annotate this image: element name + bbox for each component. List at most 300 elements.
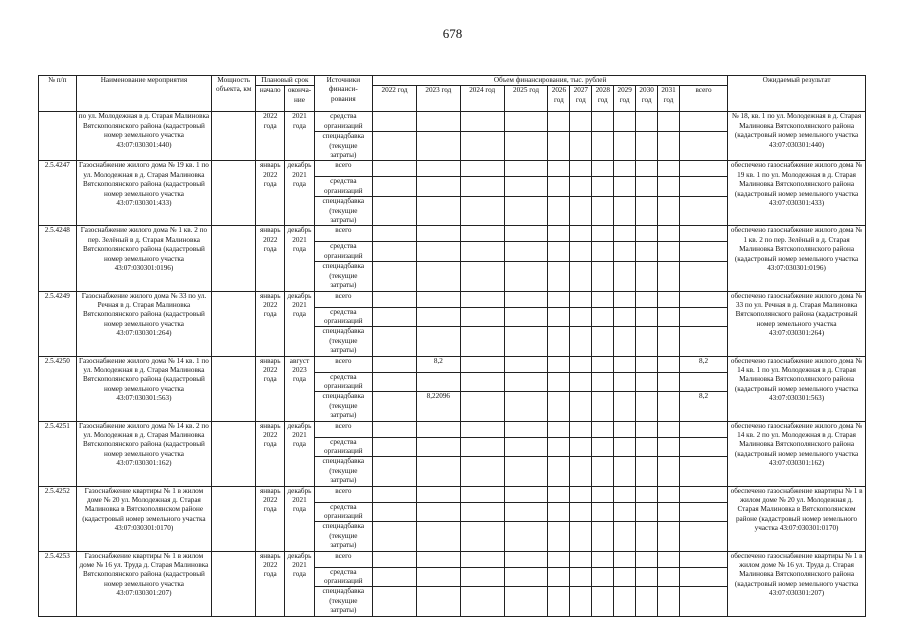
amount-cell bbox=[570, 112, 592, 132]
funding-source: спецнадбавка (текущие затраты) bbox=[314, 132, 372, 161]
amount-cell bbox=[504, 372, 548, 392]
amount-cell bbox=[548, 197, 570, 226]
table-row bbox=[39, 226, 866, 242]
amount-cell bbox=[658, 197, 680, 226]
end-date: декабрь 2021 года bbox=[285, 291, 314, 356]
amount-cell bbox=[614, 132, 636, 161]
amount-cell bbox=[658, 112, 680, 132]
amount-cell bbox=[373, 437, 417, 457]
amount-cell bbox=[592, 242, 614, 262]
amount-cell bbox=[658, 356, 680, 372]
amount-cell bbox=[614, 262, 636, 291]
amount-cell bbox=[548, 307, 570, 327]
amount-cell bbox=[460, 421, 504, 437]
amount-cell bbox=[504, 226, 548, 242]
amount-cell bbox=[460, 486, 504, 502]
amount-cell bbox=[679, 327, 727, 356]
power-cell bbox=[212, 112, 256, 161]
amount-cell bbox=[679, 132, 727, 161]
amount-cell bbox=[570, 197, 592, 226]
amount-cell bbox=[614, 161, 636, 177]
amount-cell bbox=[636, 226, 658, 242]
activity-name: Газоснабжение квартиры № 1 в жилом доме № 16 ул. Труда д. Старая Малиновка Вятскополянского района (кадастровый номер земельного участка 43:07:030301:207) bbox=[76, 551, 212, 616]
amount-cell bbox=[548, 551, 570, 567]
funding-source: всего bbox=[314, 486, 372, 502]
amount-cell bbox=[570, 486, 592, 502]
power-cell bbox=[212, 486, 256, 551]
amount-cell bbox=[548, 437, 570, 457]
amount-cell bbox=[373, 226, 417, 242]
amount-cell bbox=[548, 502, 570, 522]
amount-cell bbox=[614, 197, 636, 226]
amount-cell bbox=[373, 522, 417, 551]
amount-cell bbox=[504, 112, 548, 132]
amount-cell bbox=[679, 226, 727, 242]
amount-cell bbox=[416, 262, 460, 291]
header-start: начало bbox=[256, 86, 285, 112]
amount-cell bbox=[373, 392, 417, 421]
amount-cell bbox=[460, 567, 504, 587]
amount-cell bbox=[373, 161, 417, 177]
funding-source: средства организаций bbox=[314, 307, 372, 327]
amount-cell bbox=[592, 522, 614, 551]
amount-cell bbox=[460, 112, 504, 132]
amount-cell bbox=[614, 356, 636, 372]
amount-cell bbox=[658, 421, 680, 437]
row-number: 2.5.4250 bbox=[39, 356, 77, 421]
amount-cell bbox=[373, 112, 417, 132]
amount-cell bbox=[570, 457, 592, 486]
amount-cell bbox=[460, 587, 504, 616]
amount-cell bbox=[592, 226, 614, 242]
amount-cell bbox=[636, 307, 658, 327]
end-date: декабрь 2021 года bbox=[285, 486, 314, 551]
amount-cell bbox=[504, 132, 548, 161]
amount-cell bbox=[548, 161, 570, 177]
amount-cell bbox=[504, 392, 548, 421]
amount-cell bbox=[504, 327, 548, 356]
amount-cell bbox=[373, 177, 417, 197]
amount-cell bbox=[636, 132, 658, 161]
funding-source: средства организаций bbox=[314, 437, 372, 457]
header-source: Источники финанси-рования bbox=[314, 76, 372, 112]
amount-cell bbox=[636, 486, 658, 502]
amount-cell bbox=[570, 242, 592, 262]
expected-result: обеспечено газоснабжение квартиры № 1 в жилом доме № 20 ул. Молодежная д. Старая Малиновка в Вятскополянском районе (кадастровый номер земельного участка 43:07:030301:0170) bbox=[728, 486, 866, 551]
expected-result: № 18, кв. 1 по ул. Молодежная в д. Старая Малиновка Вятскополянского района (кадастровый номер земельного участка 43:07:030301:440) bbox=[728, 112, 866, 161]
amount-cell bbox=[373, 132, 417, 161]
amount-cell bbox=[636, 177, 658, 197]
amount-cell: 8,2 bbox=[416, 356, 460, 372]
funding-source: средства организаций bbox=[314, 177, 372, 197]
amount-cell bbox=[679, 421, 727, 437]
table-row bbox=[39, 356, 866, 372]
amount-cell bbox=[504, 437, 548, 457]
row-number: 2.5.4252 bbox=[39, 486, 77, 551]
amount-cell bbox=[416, 372, 460, 392]
funding-source: спецнадбавка (текущие затраты) bbox=[314, 457, 372, 486]
amount-cell bbox=[570, 437, 592, 457]
amount-cell bbox=[679, 567, 727, 587]
amount-cell bbox=[570, 522, 592, 551]
funding-source: средства организаций bbox=[314, 502, 372, 522]
amount-cell bbox=[460, 392, 504, 421]
start-date: январь 2022 года bbox=[256, 551, 285, 616]
expected-result: обеспечено газоснабжение жилого дома № 14 кв. 1 по ул. Молодежная в д. Старая Малиновка Вятскополянского района (кадастровый номер земельного участка 43:07:030301:563) bbox=[728, 356, 866, 421]
start-date: январь 2022 года bbox=[256, 486, 285, 551]
amount-cell bbox=[460, 242, 504, 262]
amount-cell bbox=[592, 161, 614, 177]
amount-cell bbox=[658, 307, 680, 327]
amount-cell bbox=[460, 226, 504, 242]
amount-cell bbox=[460, 437, 504, 457]
amount-cell bbox=[460, 291, 504, 307]
amount-cell bbox=[636, 291, 658, 307]
start-date: январь 2022 года bbox=[256, 356, 285, 421]
amount-cell bbox=[570, 177, 592, 197]
amount-cell bbox=[658, 226, 680, 242]
funding-source: спецнадбавка (текущие затраты) bbox=[314, 522, 372, 551]
amount-cell bbox=[614, 226, 636, 242]
amount-cell bbox=[658, 291, 680, 307]
amount-cell bbox=[592, 291, 614, 307]
amount-cell bbox=[416, 161, 460, 177]
amount-cell bbox=[504, 177, 548, 197]
funding-source: спецнадбавка (текущие затраты) bbox=[314, 392, 372, 421]
end-date: декабрь 2021 года bbox=[285, 161, 314, 226]
row-number bbox=[39, 112, 77, 161]
amount-cell bbox=[548, 242, 570, 262]
amount-cell bbox=[373, 587, 417, 616]
table-row bbox=[39, 161, 866, 177]
amount-cell bbox=[373, 197, 417, 226]
header-volume: Объем финансирования, тыс. рублей bbox=[373, 76, 728, 86]
row-number: 2.5.4253 bbox=[39, 551, 77, 616]
funding-source: всего bbox=[314, 551, 372, 567]
amount-cell bbox=[373, 307, 417, 327]
power-cell bbox=[212, 161, 256, 226]
header-year: 2026 год bbox=[548, 86, 570, 112]
amount-cell bbox=[504, 197, 548, 226]
amount-cell bbox=[548, 112, 570, 132]
amount-cell bbox=[658, 567, 680, 587]
amount-cell bbox=[636, 502, 658, 522]
amount-cell bbox=[614, 437, 636, 457]
amount-cell bbox=[658, 437, 680, 457]
amount-cell: 8,2 bbox=[679, 392, 727, 421]
amount-cell bbox=[614, 392, 636, 421]
start-date: январь 2022 года bbox=[256, 226, 285, 291]
end-date: декабрь 2021 года bbox=[285, 226, 314, 291]
amount-cell bbox=[592, 262, 614, 291]
amount-cell bbox=[373, 457, 417, 486]
amount-cell bbox=[460, 522, 504, 551]
expected-result: обеспечено газоснабжение жилого дома № 19 кв. 1 по ул. Молодежная в д. Старая Малиновка Вятскополянского района (кадастровый номер земельного участка 43:07:030301:433) bbox=[728, 161, 866, 226]
amount-cell bbox=[416, 522, 460, 551]
amount-cell bbox=[548, 421, 570, 437]
amount-cell bbox=[548, 262, 570, 291]
amount-cell bbox=[416, 437, 460, 457]
start-date: январь 2022 года bbox=[256, 421, 285, 486]
header-year: 2027 год bbox=[570, 86, 592, 112]
amount-cell bbox=[592, 372, 614, 392]
header-year: 2023 год bbox=[416, 86, 460, 112]
end-date: август 2023 года bbox=[285, 356, 314, 421]
amount-cell bbox=[548, 457, 570, 486]
amount-cell bbox=[679, 242, 727, 262]
header-year: 2024 год bbox=[460, 86, 504, 112]
funding-source: средства организаций bbox=[314, 242, 372, 262]
header-name: Наименование мероприятия bbox=[76, 76, 212, 112]
amount-cell bbox=[460, 307, 504, 327]
amount-cell bbox=[460, 197, 504, 226]
funding-source: средства организаций bbox=[314, 567, 372, 587]
table-row bbox=[39, 551, 866, 567]
row-number: 2.5.4249 bbox=[39, 291, 77, 356]
amount-cell bbox=[592, 197, 614, 226]
amount-cell bbox=[416, 502, 460, 522]
amount-cell bbox=[658, 522, 680, 551]
activity-name: Газоснабжение жилого дома № 19 кв. 1 по ул. Молодежная в д. Старая Малиновка Вятскополянского района (кадастровый номер земельного участка 43:07:030301:433) bbox=[76, 161, 212, 226]
amount-cell bbox=[570, 327, 592, 356]
end-date: декабрь 2021 года bbox=[285, 421, 314, 486]
amount-cell bbox=[679, 307, 727, 327]
amount-cell bbox=[373, 567, 417, 587]
amount-cell bbox=[614, 567, 636, 587]
amount-cell bbox=[570, 372, 592, 392]
amount-cell bbox=[460, 132, 504, 161]
amount-cell bbox=[636, 522, 658, 551]
amount-cell bbox=[592, 457, 614, 486]
funding-source: всего bbox=[314, 291, 372, 307]
amount-cell bbox=[416, 421, 460, 437]
amount-cell bbox=[592, 486, 614, 502]
amount-cell bbox=[416, 307, 460, 327]
funding-source: спецнадбавка (текущие затраты) bbox=[314, 587, 372, 616]
amount-cell bbox=[658, 242, 680, 262]
amount-cell bbox=[658, 551, 680, 567]
amount-cell bbox=[570, 226, 592, 242]
amount-cell bbox=[636, 197, 658, 226]
amount-cell bbox=[548, 356, 570, 372]
header-year: 2030 год bbox=[636, 86, 658, 112]
power-cell bbox=[212, 356, 256, 421]
amount-cell bbox=[614, 522, 636, 551]
amount-cell bbox=[548, 567, 570, 587]
amount-cell bbox=[416, 587, 460, 616]
amount-cell bbox=[636, 551, 658, 567]
amount-cell bbox=[658, 262, 680, 291]
amount-cell bbox=[614, 307, 636, 327]
amount-cell bbox=[570, 132, 592, 161]
amount-cell bbox=[614, 421, 636, 437]
header-year: всего bbox=[679, 86, 727, 112]
amount-cell bbox=[548, 327, 570, 356]
amount-cell bbox=[592, 551, 614, 567]
funding-source: всего bbox=[314, 356, 372, 372]
amount-cell bbox=[658, 502, 680, 522]
amount-cell bbox=[636, 372, 658, 392]
amount-cell bbox=[504, 486, 548, 502]
amount-cell bbox=[658, 327, 680, 356]
amount-cell bbox=[548, 587, 570, 616]
amount-cell bbox=[373, 356, 417, 372]
header-plan-term: Плановый срок bbox=[256, 76, 314, 86]
amount-cell bbox=[548, 372, 570, 392]
header-year: 2031 год bbox=[658, 86, 680, 112]
funding-source: спецнадбавка (текущие затраты) bbox=[314, 262, 372, 291]
amount-cell bbox=[416, 567, 460, 587]
power-cell bbox=[212, 291, 256, 356]
amount-cell bbox=[658, 587, 680, 616]
amount-cell bbox=[416, 112, 460, 132]
amount-cell bbox=[614, 327, 636, 356]
header-year: 2025 год bbox=[504, 86, 548, 112]
amount-cell bbox=[416, 197, 460, 226]
amount-cell bbox=[614, 486, 636, 502]
page-number: 678 bbox=[442, 26, 463, 41]
amount-cell bbox=[636, 421, 658, 437]
funding-source: средства организаций bbox=[314, 112, 372, 132]
amount-cell: 8,2 bbox=[679, 356, 727, 372]
amount-cell bbox=[592, 177, 614, 197]
amount-cell bbox=[570, 307, 592, 327]
amount-cell bbox=[614, 112, 636, 132]
amount-cell bbox=[636, 356, 658, 372]
expected-result: обеспечено газоснабжение квартиры № 1 в жилом доме № 16 ул. Труда д. Старая Малиновка Вятскополянского района (кадастровый номер земельного участка 43:07:030301:207) bbox=[728, 551, 866, 616]
amount-cell bbox=[373, 262, 417, 291]
amount-cell bbox=[614, 177, 636, 197]
amount-cell bbox=[679, 177, 727, 197]
amount-cell bbox=[548, 226, 570, 242]
amount-cell bbox=[679, 161, 727, 177]
amount-cell bbox=[460, 502, 504, 522]
power-cell bbox=[212, 421, 256, 486]
funding-source: спецнадбавка (текущие затраты) bbox=[314, 197, 372, 226]
amount-cell bbox=[592, 392, 614, 421]
row-number: 2.5.4247 bbox=[39, 161, 77, 226]
amount-cell bbox=[636, 457, 658, 486]
table-row bbox=[39, 112, 866, 132]
amount-cell bbox=[636, 327, 658, 356]
amount-cell bbox=[679, 291, 727, 307]
table-row bbox=[39, 291, 866, 307]
amount-cell bbox=[679, 486, 727, 502]
amount-cell bbox=[679, 551, 727, 567]
amount-cell bbox=[679, 112, 727, 132]
amount-cell bbox=[679, 522, 727, 551]
amount-cell bbox=[504, 291, 548, 307]
amount-cell bbox=[416, 291, 460, 307]
amount-cell bbox=[614, 587, 636, 616]
amount-cell bbox=[636, 587, 658, 616]
funding-source: всего bbox=[314, 421, 372, 437]
amount-cell bbox=[636, 161, 658, 177]
header-num: № п/п bbox=[39, 76, 77, 112]
amount-cell bbox=[636, 262, 658, 291]
funding-source: спецнадбавка (текущие затраты) bbox=[314, 327, 372, 356]
amount-cell bbox=[373, 242, 417, 262]
funding-source: всего bbox=[314, 161, 372, 177]
amount-cell bbox=[504, 567, 548, 587]
amount-cell bbox=[636, 567, 658, 587]
funding-source: средства организаций bbox=[314, 372, 372, 392]
amount-cell bbox=[679, 372, 727, 392]
amount-cell bbox=[592, 502, 614, 522]
amount-cell bbox=[570, 502, 592, 522]
activity-name: Газоснабжение жилого дома № 14 кв. 1 по ул. Молодежная в д. Старая Малиновка Вятскополянского района (кадастровый номер земельного участка 43:07:030301:563) bbox=[76, 356, 212, 421]
row-number: 2.5.4248 bbox=[39, 226, 77, 291]
amount-cell bbox=[570, 567, 592, 587]
amount-cell bbox=[548, 392, 570, 421]
amount-cell bbox=[658, 177, 680, 197]
amount-cell bbox=[504, 262, 548, 291]
activity-name: по ул. Молодежная в д. Старая Малиновка Вятскополянского района (кадастровый номер земельного участка 43:07:030301:440) bbox=[76, 112, 212, 161]
expected-result: обеспечено газоснабжение жилого дома № 33 по ул. Речная в д. Старая Малиновка Вятскополянского района (кадастровый номер земельного участка 43:07:030301:264) bbox=[728, 291, 866, 356]
amount-cell bbox=[592, 132, 614, 161]
row-number: 2.5.4251 bbox=[39, 421, 77, 486]
funding-source: всего bbox=[314, 226, 372, 242]
amount-cell bbox=[592, 327, 614, 356]
power-cell bbox=[212, 551, 256, 616]
amount-cell bbox=[592, 587, 614, 616]
amount-cell bbox=[570, 421, 592, 437]
amount-cell bbox=[416, 486, 460, 502]
table-row bbox=[39, 486, 866, 502]
amount-cell bbox=[592, 567, 614, 587]
header-end: оконча-ние bbox=[285, 86, 314, 112]
amount-cell bbox=[679, 587, 727, 616]
amount-cell bbox=[679, 502, 727, 522]
end-date: декабрь 2021 года bbox=[285, 551, 314, 616]
amount-cell bbox=[460, 177, 504, 197]
amount-cell bbox=[416, 457, 460, 486]
amount-cell bbox=[460, 551, 504, 567]
amount-cell bbox=[614, 372, 636, 392]
activity-name: Газоснабжение жилого дома № 14 кв. 2 по ул. Молодежная в д. Старая Малиновка Вятскополянского района (кадастровый номер земельного участка 43:07:030301:162) bbox=[76, 421, 212, 486]
amount-cell bbox=[504, 356, 548, 372]
amount-cell bbox=[548, 522, 570, 551]
amount-cell bbox=[460, 327, 504, 356]
activity-name: Газоснабжение жилого дома № 33 по ул. Речная в д. Старая Малиновка Вятскополянского района (кадастровый номер земельного участка 43:07:030301:264) bbox=[76, 291, 212, 356]
amount-cell bbox=[504, 551, 548, 567]
amount-cell bbox=[636, 112, 658, 132]
header-year: 2022 год bbox=[373, 86, 417, 112]
expected-result: обеспечено газоснабжение жилого дома № 14 кв. 2 по ул. Молодежная в д. Старая Малиновка Вятскополянского района (кадастровый номер земельного участка 43:07:030301:162) bbox=[728, 421, 866, 486]
amount-cell bbox=[592, 307, 614, 327]
amount-cell bbox=[460, 372, 504, 392]
amount-cell bbox=[570, 392, 592, 421]
amount-cell bbox=[548, 177, 570, 197]
amount-cell bbox=[592, 112, 614, 132]
header-power: Мощность объекта, км bbox=[212, 76, 256, 112]
amount-cell bbox=[636, 437, 658, 457]
amount-cell bbox=[658, 486, 680, 502]
amount-cell bbox=[460, 356, 504, 372]
amount-cell bbox=[658, 457, 680, 486]
amount-cell bbox=[658, 392, 680, 421]
amount-cell bbox=[416, 551, 460, 567]
amount-cell bbox=[570, 291, 592, 307]
amount-cell bbox=[679, 262, 727, 291]
amount-cell bbox=[548, 291, 570, 307]
start-date: январь 2022 года bbox=[256, 161, 285, 226]
start-date: январь 2022 года bbox=[256, 291, 285, 356]
amount-cell bbox=[373, 372, 417, 392]
amount-cell bbox=[373, 291, 417, 307]
start-date: 2022 года bbox=[256, 112, 285, 161]
amount-cell bbox=[658, 161, 680, 177]
